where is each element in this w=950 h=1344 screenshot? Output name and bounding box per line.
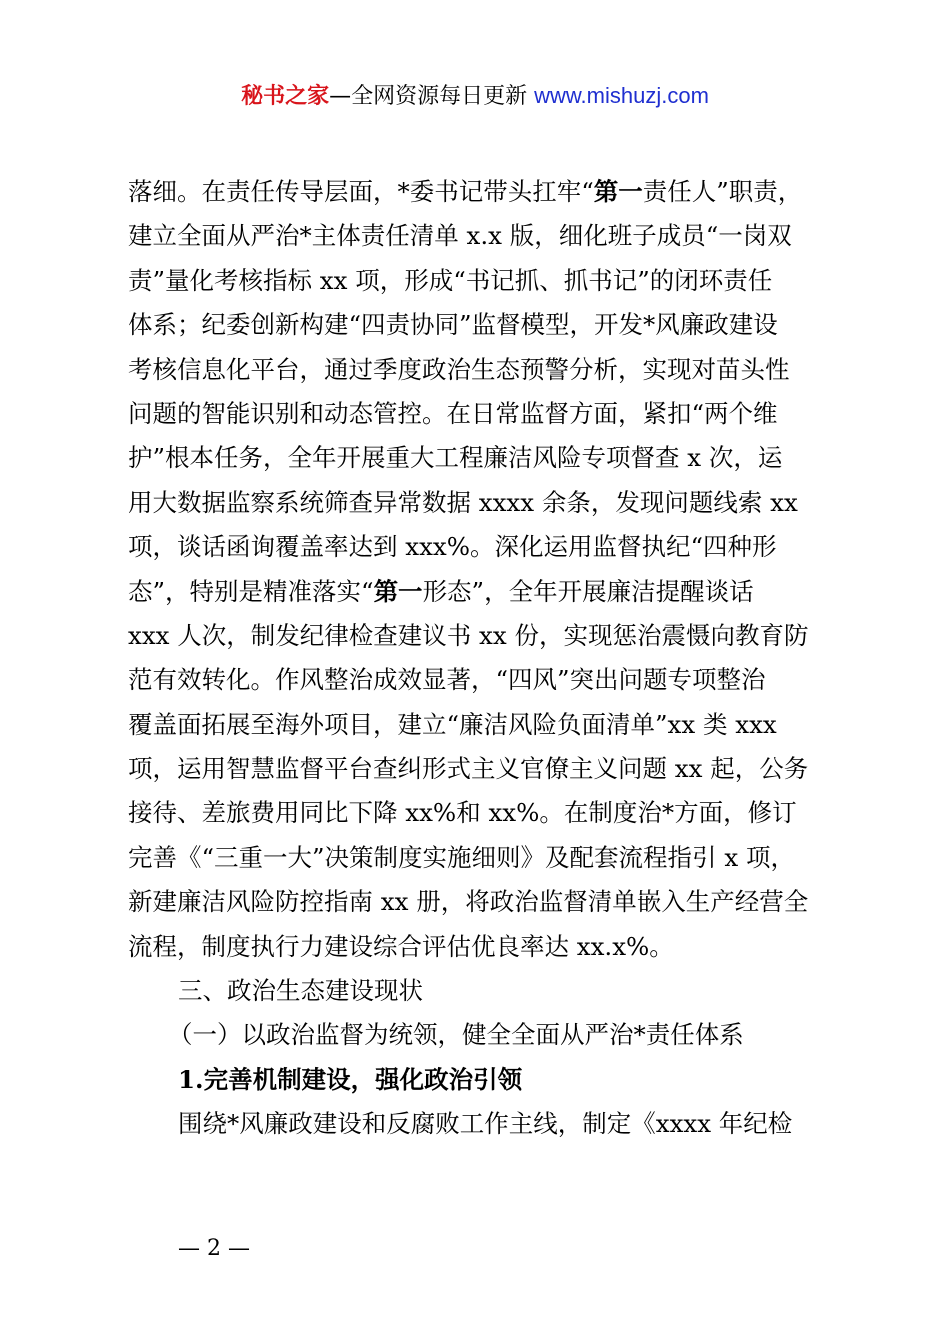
body-line-2: 建立全面从严治*主体责任清单 x.x 版，细化班子成员“一岗双	[128, 221, 792, 251]
body-line-9: 项，谈话函询覆盖率达到 xxx%。深化运用监督执纪“四种形	[128, 532, 777, 562]
body-line-11: xxx 人次，制发纪律检查建议书 xx 份，实现惩治震慑向教育防	[128, 620, 809, 650]
section-heading: 三、政治生态建设现状	[178, 976, 423, 1006]
body-line-12: 范有效转化。作风整治成效显著，“四风”突出问题专项整治	[128, 665, 766, 695]
bold-text: 第一	[593, 177, 643, 206]
item-heading: 1.完善机制建设，强化政治引领	[178, 1064, 523, 1094]
bold-text: 第一	[373, 576, 423, 606]
body-line-10: 态”，特别是精准落实“第一形态”，全年开展廉洁提醒谈话	[128, 576, 754, 606]
body-line-16: 完善《“三重一大”决策制度实施细则》及配套流程指引 x 项，	[128, 842, 795, 872]
header-tagline: —全网资源每日更新	[329, 84, 535, 109]
body-line-17: 新建廉洁风险防控指南 xx 册，将政治监督清单嵌入生产经营全	[128, 887, 809, 917]
body-line-13: 覆盖面拓展至海外项目，建立“廉洁风险负面清单”xx 类 xxx	[128, 709, 777, 739]
header-url-link[interactable]: www.mishuzj.com	[534, 83, 709, 108]
body-line-8: 用大数据监察系统筛查异常数据 xxxx 余条，发现问题线索 xx	[128, 487, 798, 517]
body-line-18: 流程，制度执行力建设综合评估优良率达 xx.x%。	[128, 931, 674, 961]
body-line-15: 接待、差旅费用同比下降 xx%和 xx%。在制度治*方面，修订	[128, 798, 797, 828]
body-line-3: 责”量化考核指标 xx 项，形成“书记抓、抓书记”的闭环责任	[128, 265, 773, 295]
body-line-1: 落细。在责任传导层面，*委书记带头扛牢“第一责任人”职责，	[128, 177, 803, 206]
header-brand: 秘书之家	[241, 84, 330, 109]
body-line-paragraph2: 围绕*风廉政建设和反腐败工作主线，制定《xxxx 年纪检	[178, 1109, 793, 1139]
body-line-14: 项，运用智慧监督平台查纠形式主义官僚主义问题 xx 起，公务	[128, 754, 809, 784]
document-body	[128, 170, 858, 1147]
page-number: — 2 —	[178, 1236, 250, 1261]
body-line-7: 护”根本任务，全年开展重大工程廉洁风险专项督查 x 次，运	[128, 443, 783, 473]
site-header	[0, 80, 950, 113]
body-line-5: 考核信息化平台，通过季度政治生态预警分析，实现对苗头性	[128, 354, 790, 384]
subsection-heading: （一）以政治监督为统领，健全全面从严治*责任体系	[168, 1020, 744, 1050]
body-line-4: 体系；纪委创新构建“四责协同”监督模型，开发*风廉政建设	[128, 310, 778, 340]
body-line-6: 问题的智能识别和动态管控。在日常监督方面，紧扣“两个维	[128, 398, 778, 428]
